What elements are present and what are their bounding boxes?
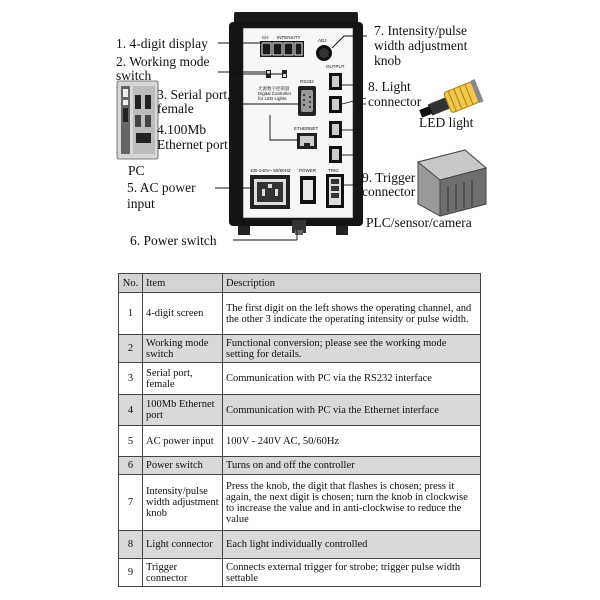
row-no: 5 xyxy=(119,426,143,457)
callout-trigger-line2: connector xyxy=(362,184,416,199)
callout-light-line1: 8. Light xyxy=(368,79,411,94)
row-description: Communication with PC via the RS232 interface xyxy=(223,363,481,395)
ac-rating-label: 100-240V~ 50/60HZ xyxy=(250,168,291,173)
table-row xyxy=(119,457,481,475)
row-item: Light connector xyxy=(143,531,223,559)
callout-mode-line2: switch xyxy=(116,68,152,83)
row-description: Connects external trigger for strobe; trigger pulse width settable xyxy=(223,559,481,587)
table-row xyxy=(119,335,481,363)
display-intensity-label: INTENSITY xyxy=(277,35,301,40)
panel-cn-line1: 光源数字控制器 xyxy=(258,86,290,91)
callout-display: 1. 4-digit display xyxy=(116,36,208,51)
trig-label: TRIG xyxy=(328,168,339,173)
row-description: Functional conversion; please see the working mode setting for details. xyxy=(223,335,481,363)
table-row xyxy=(119,293,481,335)
row-item: 100Mb Ethernet port xyxy=(143,395,223,426)
row-no: 9 xyxy=(119,559,143,587)
rs232-label: RS232 xyxy=(300,79,314,84)
ethernet-label: ETHERNET xyxy=(294,126,319,131)
row-description: Communication with PC via the Ethernet interface xyxy=(223,395,481,426)
callout-light-line2: connector xyxy=(368,94,422,109)
row-item: Trigger connector xyxy=(143,559,223,587)
pc-tower xyxy=(117,81,158,159)
external-pc-label: PC xyxy=(128,163,145,178)
row-item: AC power input xyxy=(143,426,223,457)
table-row xyxy=(119,475,481,531)
display-ch-label: CH xyxy=(262,35,269,40)
callout-ethernet-line2: Ethernet port xyxy=(157,137,228,152)
row-no: 8 xyxy=(119,531,143,559)
output-label: OUTPUT xyxy=(326,64,345,69)
panel-cn-line2: Digital Controller xyxy=(258,91,292,96)
table-row xyxy=(119,395,481,426)
callout-power-switch: 6. Power switch xyxy=(130,233,217,248)
header-no: No. xyxy=(119,274,143,293)
table-row xyxy=(119,363,481,395)
row-item: 4-digit screen xyxy=(143,293,223,335)
callout-knob-line3: knob xyxy=(374,53,401,68)
row-no: 7 xyxy=(119,475,143,531)
row-item: Power switch xyxy=(143,457,223,475)
row-description: Each light individually controlled xyxy=(223,531,481,559)
row-no: 2 xyxy=(119,335,143,363)
callout-ac-line1: 5. AC power xyxy=(127,180,196,195)
row-item: Serial port, female xyxy=(143,363,223,395)
callout-serial-line1: 3. Serial port, xyxy=(157,87,231,102)
row-item: Working mode switch xyxy=(143,335,223,363)
table-row xyxy=(119,426,481,457)
panel-cn-line3: for LED Lights xyxy=(258,96,287,101)
callout-ac-line2: input xyxy=(127,196,155,211)
controller-diagram xyxy=(0,0,600,262)
trigger-connector xyxy=(326,168,344,208)
header-item: Item xyxy=(143,274,223,293)
row-no: 4 xyxy=(119,395,143,426)
plc-device xyxy=(418,150,486,216)
table-header-row xyxy=(119,274,481,293)
row-item: Intensity/pulse width adjustment knob xyxy=(143,475,223,531)
callout-knob-line2: width adjustment xyxy=(374,38,468,53)
callout-mode-line1: 2. Working mode xyxy=(116,54,210,69)
spec-table xyxy=(118,273,481,587)
row-description: The first digit on the left shows the operating channel, and the other 3 indicate the operating intensity or pulse width. xyxy=(223,293,481,335)
callout-ethernet-line1: 4.100Mb xyxy=(157,122,207,137)
row-description: Turns on and off the controller xyxy=(223,457,481,475)
knob-adj-label: ADJ xyxy=(318,38,327,43)
row-no: 6 xyxy=(119,457,143,475)
display-panel xyxy=(260,35,304,57)
ethernet-port xyxy=(294,126,319,149)
row-description: Press the knob, the digit that flashes is chosen; press it again, the next digit is chosen; turn the knob in clockwise to increase the value and in anti-clockwise to reduce the value xyxy=(223,475,481,531)
external-led-label: LED light xyxy=(419,115,474,130)
callout-trigger-line1: 9. Trigger xyxy=(362,170,416,185)
row-description: 100V - 240V AC, 50/60Hz xyxy=(223,426,481,457)
row-no: 3 xyxy=(119,363,143,395)
row-no: 1 xyxy=(119,293,143,335)
table-row xyxy=(119,559,481,587)
table-row xyxy=(119,531,481,559)
header-description: Description xyxy=(223,274,481,293)
power-label: POWER xyxy=(299,168,317,173)
callout-knob-line1: 7. Intensity/pulse xyxy=(374,23,467,38)
external-plc-label: PLC/sensor/camera xyxy=(366,215,472,230)
callout-serial-line2: female xyxy=(157,101,194,116)
